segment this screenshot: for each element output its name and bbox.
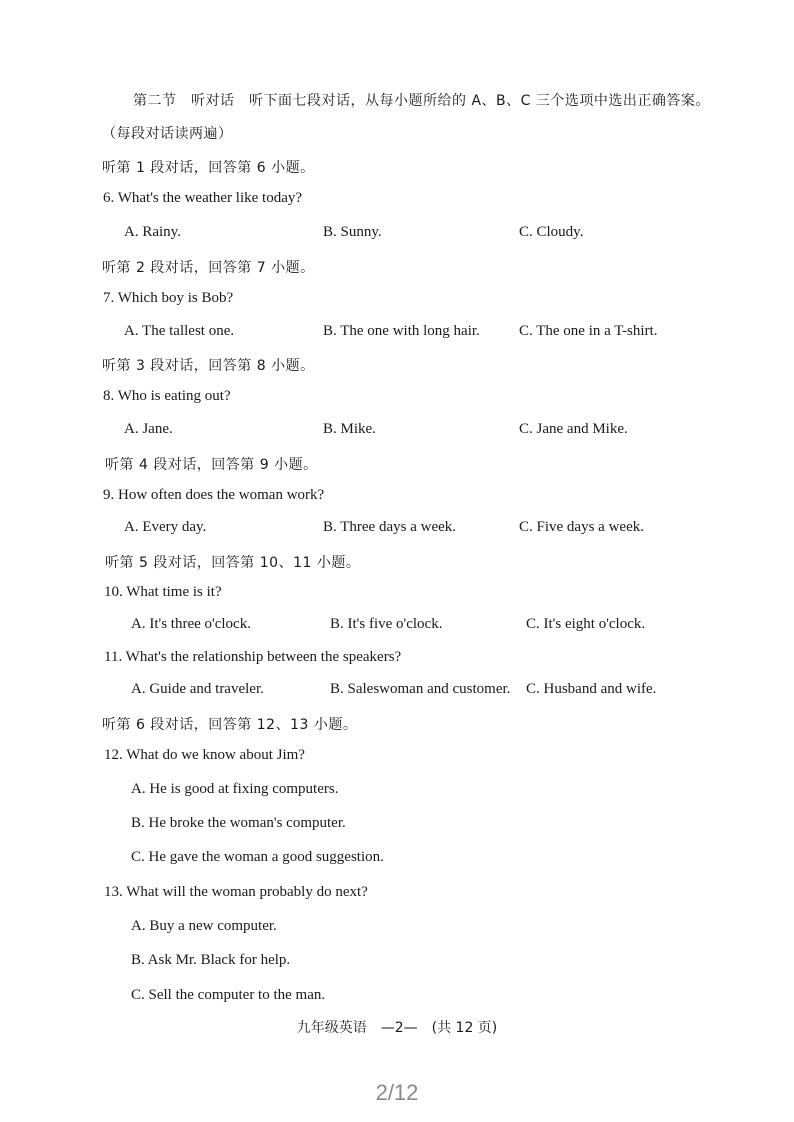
- answer-option: C. Jane and Mike.: [519, 421, 628, 437]
- answer-option: B. Mike.: [323, 421, 376, 437]
- answer-option: B. Three days a week.: [323, 519, 457, 535]
- section-heading: 第二节 听对话 听下面七段对话，从每小题所给的 A、B、C 三个选项中选出正确答案。: [133, 93, 710, 109]
- question-text: 13. What will the woman probably do next?: [104, 884, 368, 900]
- answer-option: C. Cloudy.: [519, 224, 584, 240]
- question-text: 6. What's the weather like today?: [103, 190, 303, 206]
- answer-option: A. It's three o'clock.: [131, 616, 251, 632]
- answer-option: C. Five days a week.: [519, 519, 644, 535]
- answer-option: A. He is good at fixing computers.: [131, 781, 339, 797]
- dialogue-instruction: 听第 3 段对话，回答第 8 小题。: [102, 358, 315, 374]
- answer-option: A. Jane.: [124, 421, 173, 437]
- answer-option: B. Saleswoman and customer.: [330, 681, 511, 697]
- answer-option: C. The one in a T-shirt.: [519, 323, 658, 339]
- answer-option: B. It's five o'clock.: [330, 616, 443, 632]
- answer-option: B. He broke the woman's computer.: [131, 815, 346, 831]
- dialogue-instruction: 听第 4 段对话，回答第 9 小题。: [105, 457, 318, 473]
- question-text: 8. Who is eating out?: [103, 388, 231, 404]
- dialogue-instruction: 听第 2 段对话，回答第 7 小题。: [102, 260, 315, 276]
- answer-option: B. The one with long hair.: [323, 323, 480, 339]
- answer-option: A. The tallest one.: [124, 323, 235, 339]
- page-footer: 九年级英语 —2— (共 12 页): [296, 1020, 498, 1036]
- answer-option: B. Ask Mr. Black for help.: [131, 952, 291, 968]
- question-text: 12. What do we know about Jim?: [104, 747, 305, 763]
- answer-option: A. Rainy.: [124, 224, 181, 240]
- page-indicator[interactable]: 2/12: [375, 1080, 419, 1105]
- answer-option: A. Guide and traveler.: [131, 681, 264, 697]
- dialogue-instruction: 听第 5 段对话，回答第 10、11 小题。: [105, 555, 361, 571]
- answer-option: C. Husband and wife.: [526, 681, 657, 697]
- section-note: （每段对话读两遍）: [102, 126, 233, 142]
- answer-option: A. Every day.: [124, 519, 207, 535]
- dialogue-instruction: 听第 1 段对话，回答第 6 小题。: [102, 160, 315, 176]
- answer-option: A. Buy a new computer.: [131, 918, 277, 934]
- question-text: 7. Which boy is Bob?: [103, 290, 234, 306]
- answer-option: C. Sell the computer to the man.: [131, 987, 326, 1003]
- question-text: 10. What time is it?: [104, 584, 222, 600]
- answer-option: C. It's eight o'clock.: [526, 616, 646, 632]
- answer-option: C. He gave the woman a good suggestion.: [131, 849, 384, 865]
- answer-option: B. Sunny.: [323, 224, 382, 240]
- question-text: 11. What's the relationship between the speakers?: [104, 649, 402, 665]
- question-text: 9. How often does the woman work?: [103, 487, 325, 503]
- dialogue-instruction: 听第 6 段对话，回答第 12、13 小题。: [102, 717, 358, 733]
